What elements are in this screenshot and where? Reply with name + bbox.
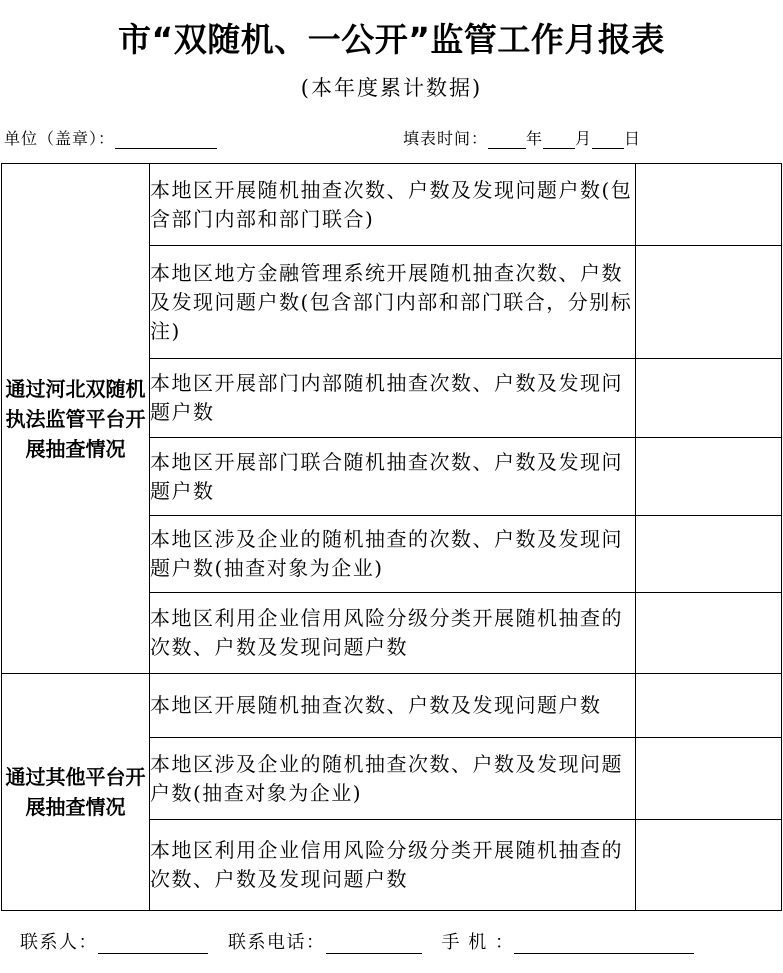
item-label: 本地区开展随机抽查次数、户数及发现问题户数(包含部门内部和部门联合) — [150, 164, 636, 246]
year-label: 年 — [526, 129, 544, 148]
item-label: 本地区利用企业信用风险分级分类开展随机抽查的次数、户数及发现问题户数 — [150, 820, 636, 911]
value-cell[interactable] — [636, 246, 782, 359]
item-label: 本地区开展随机抽查次数、户数及发现问题户数 — [150, 674, 636, 738]
mobile-label: 手 机 ： — [441, 932, 515, 953]
value-cell[interactable] — [636, 164, 782, 246]
mobile-blank[interactable] — [514, 935, 694, 954]
month-blank[interactable] — [543, 130, 575, 149]
unit-field — [4, 126, 217, 149]
date-label: 填表时间： — [403, 129, 489, 148]
item-label: 本地区涉及企业的随机抽查的次数、户数及发现问题户数(抽查对象为企业) — [150, 516, 636, 593]
item-label: 本地区涉及企业的随机抽查次数、户数及发现问题户数(抽查对象为企业) — [150, 738, 636, 820]
group-label: 通过其他平台开展抽查情况 — [2, 674, 150, 911]
value-cell[interactable] — [636, 593, 782, 674]
phone-blank[interactable] — [326, 935, 422, 954]
item-label: 本地区地方金融管理系统开展随机抽查次数、户数 及发现问题户数(包含部门内部和部门联合，分别标注) — [150, 246, 636, 359]
date-field — [403, 126, 641, 149]
report-subtitle: (本年度累计数据) — [300, 76, 483, 100]
day-label: 日 — [624, 129, 642, 148]
value-cell[interactable] — [636, 674, 782, 738]
unit-blank[interactable] — [115, 130, 217, 149]
table-row — [2, 164, 782, 246]
value-cell[interactable] — [636, 738, 782, 820]
phone-label: 联系电话： — [228, 932, 326, 953]
group-label: 通过河北双随机执法监管平台开展抽查情况 — [2, 164, 150, 674]
contact-label: 联系人： — [20, 932, 98, 953]
year-blank[interactable] — [488, 130, 526, 149]
value-cell[interactable] — [636, 359, 782, 438]
value-cell[interactable] — [636, 820, 782, 911]
unit-label: 单位（盖章）： — [4, 129, 116, 148]
table-row — [2, 674, 782, 738]
item-label: 本地区开展部门内部随机抽查次数、户数及发现问题户数 — [150, 359, 636, 438]
value-cell[interactable] — [636, 438, 782, 516]
report-title: 市“双随机、一公开”监管工作月报表 — [118, 20, 665, 59]
day-blank[interactable] — [592, 130, 624, 149]
report-table — [1, 163, 782, 911]
month-label: 月 — [575, 129, 593, 148]
value-cell[interactable] — [636, 516, 782, 593]
item-label: 本地区利用企业信用风险分级分类开展随机抽查的次数、户数及发现问题户数 — [150, 593, 636, 674]
item-label: 本地区开展部门联合随机抽查次数、户数及发现问题户数 — [150, 438, 636, 516]
contact-blank[interactable] — [98, 935, 208, 954]
footer-contacts — [20, 928, 694, 954]
